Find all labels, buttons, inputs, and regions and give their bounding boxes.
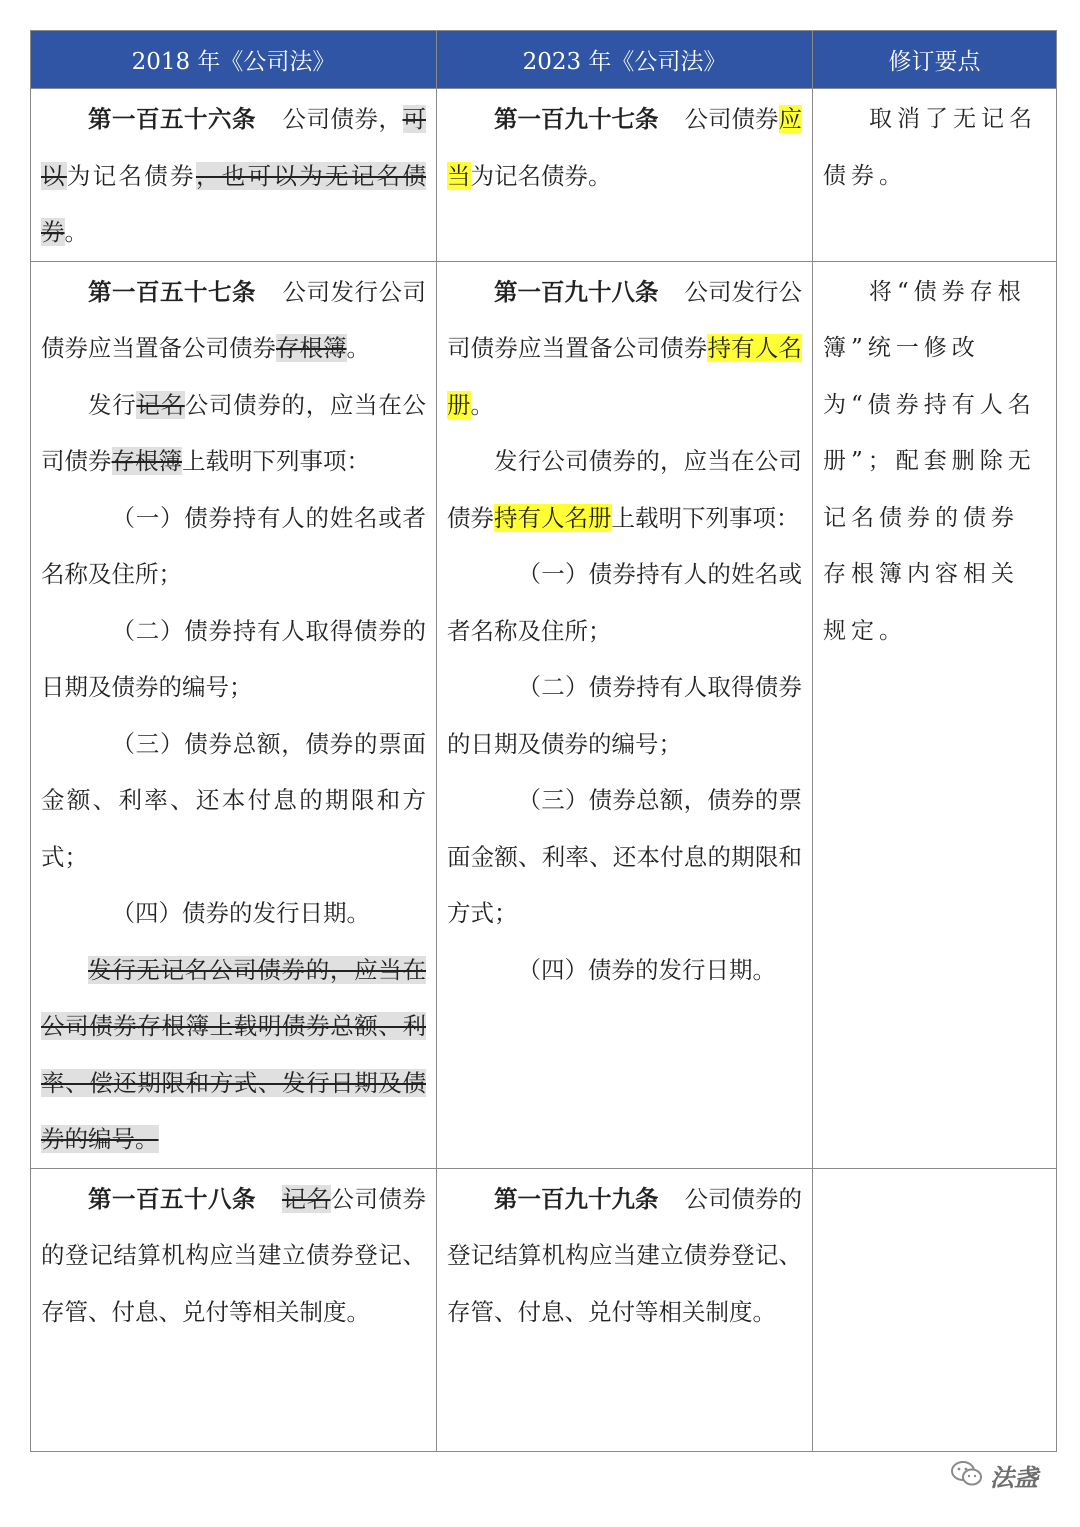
deleted-text: 存根簿 bbox=[111, 447, 182, 475]
paragraph: 第一百九十九条 公司债券的登记结算机构应当建立债券登记、存管、付息、兑付等相关制度。 bbox=[447, 1184, 802, 1326]
comparison-table bbox=[30, 30, 1057, 1452]
new-law-cell bbox=[437, 89, 813, 262]
list-item: （三）债券总额，债券的票面金额、利率、还本付息的期限和方式； bbox=[41, 729, 426, 871]
old-law-cell bbox=[31, 89, 437, 262]
new-law-cell bbox=[437, 261, 813, 1168]
highlighted-text: 持有人名册 bbox=[447, 334, 803, 419]
deleted-text: 发行无记名公司债券的，应当在公司债券存根簿上载明债券总额、利率、偿还期限和方式、发行日期及债券的编号。 bbox=[41, 955, 426, 1153]
paragraph: 发行记名公司债券的，应当在公司债券存根簿上载明下列事项： bbox=[41, 390, 427, 475]
header-row bbox=[31, 31, 1057, 89]
header-2018: 2018 年《公司法》 bbox=[31, 31, 437, 89]
list-item: （四）债券的发行日期。 bbox=[111, 899, 370, 927]
revision-note-cell bbox=[813, 261, 1057, 1168]
article-number: 第一百五十六条 bbox=[88, 105, 256, 133]
old-law-cell bbox=[31, 1168, 437, 1451]
article-number: 第一百九十九条 bbox=[494, 1184, 659, 1213]
list-item: （一）债券持有人的姓名或者名称及住所； bbox=[41, 503, 426, 588]
paragraph: 第一百五十八条 记名公司债券的登记结算机构应当建立债券登记、存管、付息、兑付等相关制度。 bbox=[41, 1184, 426, 1326]
paragraph: 发行公司债券的，应当在公司债券持有人名册上载明下列事项： bbox=[447, 447, 802, 532]
paragraph: 第一百五十七条 公司发行公司债券应当置备公司债券存根簿。 bbox=[41, 277, 426, 362]
revision-note-cell bbox=[813, 89, 1057, 262]
deleted-text: 记名 bbox=[282, 1184, 331, 1213]
revision-note-cell bbox=[813, 1168, 1057, 1451]
deleted-paragraph bbox=[41, 942, 426, 1168]
revision-note: 取消了无记名债券。 bbox=[823, 106, 1037, 189]
paragraph: 第一百五十六条 公司债券，可以为记名债券，也可以为无记名债券。 bbox=[41, 105, 427, 246]
new-law-cell bbox=[437, 1168, 813, 1451]
table-row bbox=[31, 1168, 1057, 1451]
wechat-icon bbox=[950, 1460, 984, 1492]
list-item: （三）债券总额，债券的票面金额、利率、还本付息的期限和方式； bbox=[447, 786, 802, 927]
header-2023: 2023 年《公司法》 bbox=[437, 31, 813, 89]
deleted-text: 存根簿 bbox=[276, 334, 347, 362]
deleted-text: 可以 bbox=[41, 105, 426, 190]
revision-note: 将“债券存根簿”统一修改为“债券持有人名册”；配套删除无记名债券的债券存根簿内容相关规定。 bbox=[823, 278, 1036, 644]
deleted-text: 记名 bbox=[136, 390, 185, 419]
watermark bbox=[950, 1458, 1038, 1493]
paragraph: 第一百九十七条 公司债券应当为记名债券。 bbox=[447, 105, 802, 190]
article-number: 第一百九十七条 bbox=[494, 105, 659, 133]
highlighted-text: 持有人名册 bbox=[494, 503, 612, 532]
list-item: （四）债券的发行日期。 bbox=[517, 955, 776, 984]
list-item: （一）债券持有人的姓名或者名称及住所； bbox=[447, 560, 802, 645]
list-item: （二）债券持有人取得债券的日期及债券的编号； bbox=[447, 673, 802, 758]
article-number: 第一百九十八条 bbox=[494, 277, 659, 306]
table-row bbox=[31, 261, 1057, 1168]
paragraph: 第一百九十八条 公司发行公司债券应当置备公司债券持有人名册。 bbox=[447, 277, 803, 419]
deleted-text: ，也可以为无记名债券 bbox=[41, 161, 427, 246]
header-revision-points: 修订要点 bbox=[813, 31, 1057, 89]
article-number: 第一百五十八条 bbox=[88, 1184, 256, 1213]
old-law-cell bbox=[31, 261, 437, 1168]
list-item: （二）债券持有人取得债券的日期及债券的编号； bbox=[41, 616, 426, 701]
article-number: 第一百五十七条 bbox=[88, 277, 256, 306]
table-row bbox=[31, 89, 1057, 262]
watermark-text: 法盏 bbox=[990, 1464, 1038, 1492]
highlighted-text: 应当 bbox=[447, 105, 802, 190]
